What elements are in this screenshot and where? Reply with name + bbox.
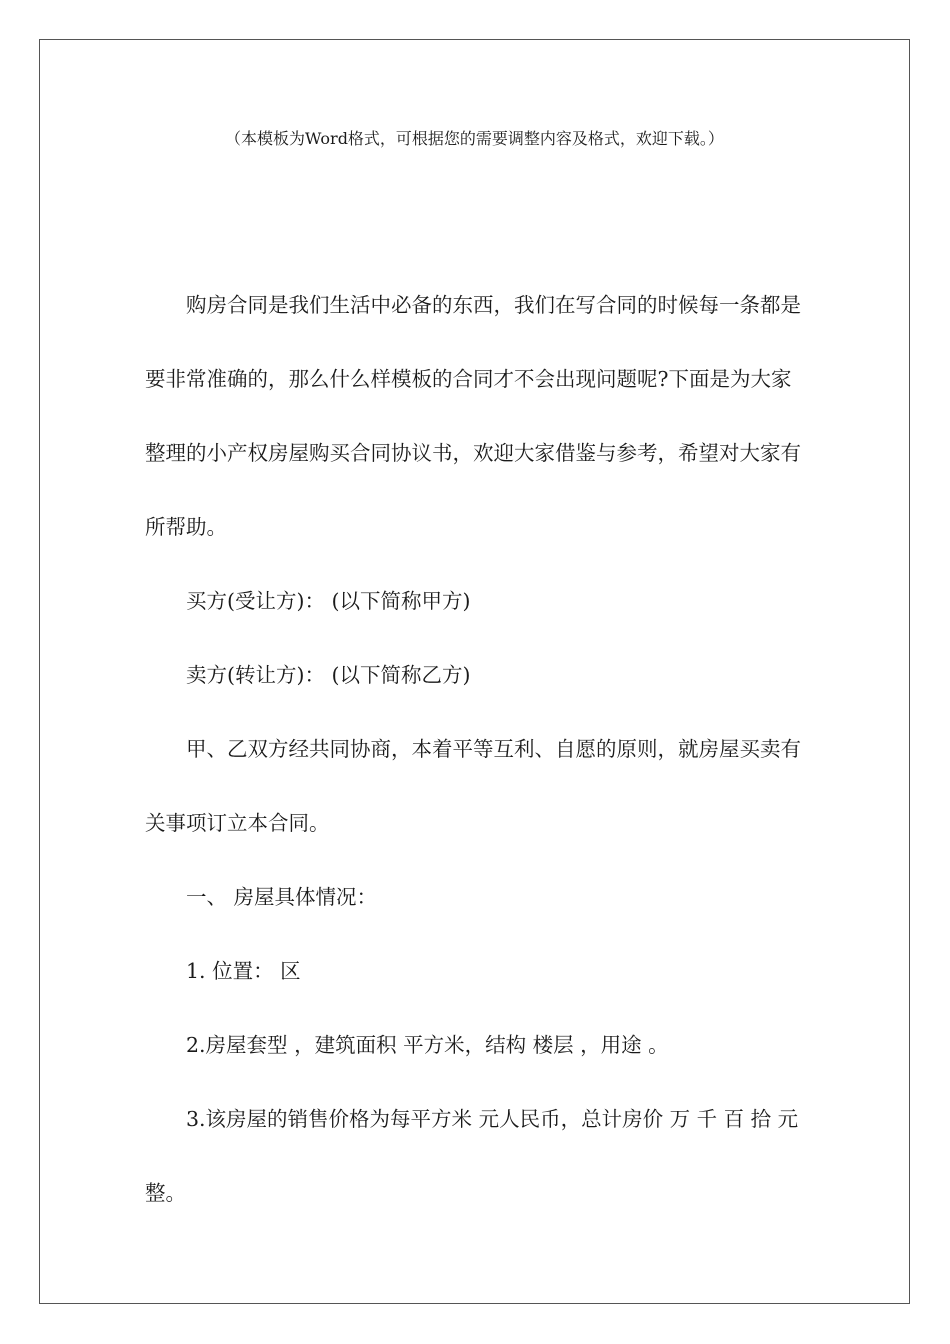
contract-body xyxy=(145,268,805,1230)
section-heading-house-details: 一、 房屋具体情况： xyxy=(186,885,378,909)
item-house-type: 2.房屋套型 ，建筑面积 平方米，结构 楼层 ，用途 。 xyxy=(186,1033,669,1057)
seller-line: 卖方(转让方)： (以下简称乙方) xyxy=(186,663,471,687)
agreement-paragraph: 甲、乙双方经共同协商，本着平等互利、自愿的原则，就房屋买卖有关事项订立本合同。 xyxy=(145,737,801,835)
template-note: （本模板为Word格式，可根据您的需要调整内容及格式，欢迎下载。） xyxy=(225,129,724,148)
buyer-line: 买方(受让方)： (以下简称甲方) xyxy=(186,589,471,613)
intro-paragraph: 购房合同是我们生活中必备的东西，我们在写合同的时候每一条都是要非常准确的，那么什么样模板的合同才不会出现问题呢?下面是为大家整理的小产权房屋购买合同协议书，欢迎大家借鉴与参考，希望对大家有所帮助。 xyxy=(145,293,801,539)
item-price: 3.该房屋的销售价格为每平方米 元人民币，总计房价 万 千 百 拾 元整。 xyxy=(145,1107,799,1205)
item-location: 1. 位置： 区 xyxy=(186,959,301,983)
